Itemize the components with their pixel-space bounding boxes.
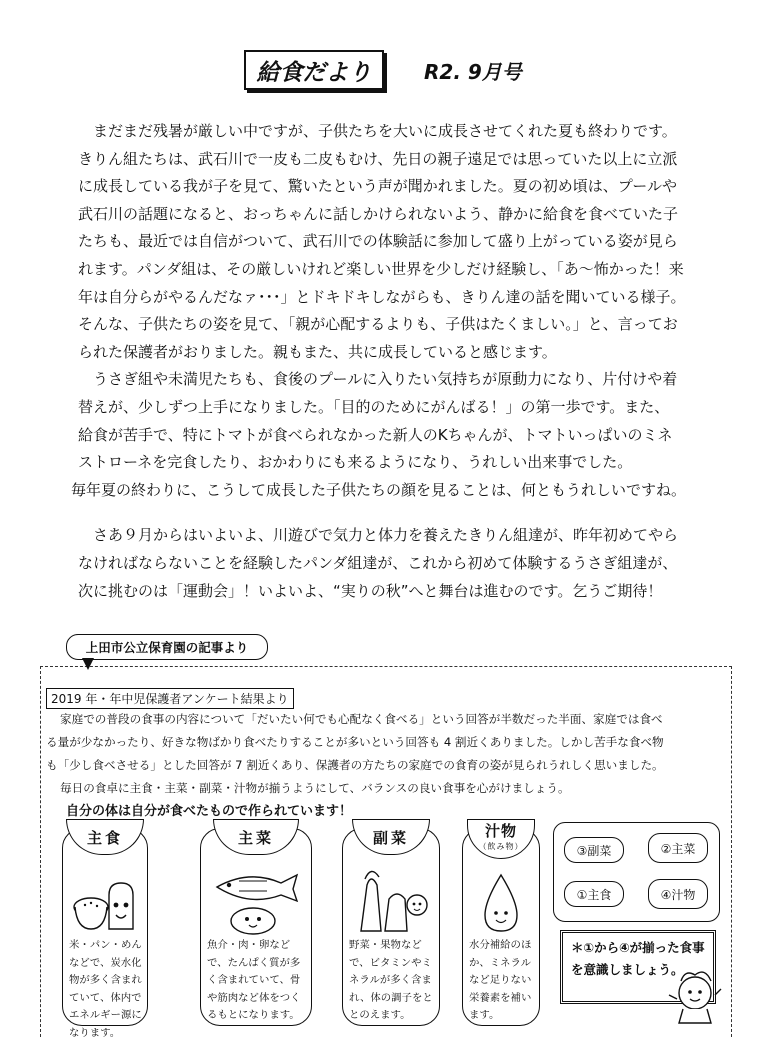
survey-line: 家庭での普段の食事の内容について「だいたい何でも心配なく食べる」という回答が半数だった半面、家庭では食べ	[60, 712, 663, 726]
article-line: うさぎ組や未満児たちも、食後のプールに入りたい気持ちが原動力になり、片付けや着	[93, 370, 678, 389]
main-article	[71, 118, 708, 605]
article-line: られた保護者がおりました。親もまた、共に成長していると感じます。	[78, 342, 557, 361]
survey-title: 2019 年・年中児保護者アンケート結果より	[46, 688, 294, 709]
article-line: さあ９月からはいよいよ、川遊びで気力と体力を養えたきりん組達が、昨年初めてやら	[93, 526, 679, 545]
issue-label: R2. 9月号	[424, 60, 522, 84]
mascot-illustration	[665, 965, 723, 1027]
callout-tail	[82, 658, 94, 670]
article-line: まだまだ残暑が厳しい中ですが、子供たちを大いに成長させてくれた夏も終わりです。	[93, 122, 677, 140]
card-label: 副菜	[352, 819, 430, 855]
card-label-sub: （飲み物）	[478, 842, 524, 851]
vegetable-illustration	[351, 865, 431, 939]
survey-line: も「少し食べさせる」とした回答が 7 割近くあり、保護者の方たちの家庭での食育の姿が見られうれしく思いました。	[46, 758, 664, 772]
water-drop-illustration	[471, 865, 531, 939]
card-description: 野菜・果物などで、ビタミンやミネラルが多く含まれ、体の調子をととのえます。	[349, 939, 433, 1021]
card-soup	[462, 822, 540, 1026]
survey-line: 毎日の食卓に主食・主菜・副菜・汁物が揃うようにして、バランスの良い食事を心がけましょう。	[60, 781, 570, 795]
card-description: 米・パン・めんなどで、炭水化物が多く含まれていて、体内でエネルギー源になります。	[69, 939, 142, 1039]
article-line: 替えが、少しずつ上手になりました。「目的のためにがんばる！」の第一歩です。また、	[78, 397, 670, 416]
card-label: 主菜	[213, 819, 299, 855]
article-line: そんな、子供たちの姿を見て、「親が心配するよりも、子供はたくましい。」と、言ってお	[78, 315, 678, 334]
meal-layout-diagram	[553, 822, 720, 922]
staple-cell: ①主食	[564, 881, 624, 907]
card-staple	[62, 828, 148, 1039]
side-dish-cell: ③副菜	[564, 837, 624, 863]
article-line: 武石川の話題になると、おっちゃんに話しかけられないよう、静かに給食を食べていた子	[78, 204, 679, 223]
article-line: 毎年夏の終わりに、こうして成長した子供たちの顔を見ることは、何ともうれしいですね。	[71, 480, 687, 499]
card-side-dish	[342, 828, 440, 1026]
rice-bread-illustration	[71, 865, 139, 939]
card-description: 魚介・肉・卵などで、たんぱく質が多く含まれていて、骨や筋肉など体をつくるもとになります。	[207, 939, 301, 1021]
card-label-text: 汁物	[484, 822, 517, 840]
survey-line: る量が少なかったり、好きな物ばかり食べたりすることが多いという回答も 4 割近くありました。しかし苦手な食べ物	[46, 735, 664, 749]
card-main-dish	[200, 828, 312, 1026]
card-label: 主食	[66, 819, 144, 855]
soup-cell: ④汁物	[648, 879, 708, 909]
article-line: 年は自分らがやるんだなァ･･･」とドキドキしながらも、きりん達の話を聞いている様子。	[78, 287, 686, 306]
article-line: たちも、最近では自信がついて、武石川での体験話に参加して盛り上がっている姿が見ら	[78, 232, 678, 251]
card-description: 水分補給のほか、ミネラルなど足りない栄養素を補います。	[469, 939, 532, 1021]
page-title: 給食だより	[244, 50, 384, 90]
advice-note: ＊①から④が揃った食事を意識しましょう。	[560, 930, 716, 1004]
article-line: に成長している我が子を見て、驚いたという声が聞かれました。夏の初め頃は、プールや	[78, 177, 677, 196]
article-line: なければならないことを経験したパンダ組達が、これから初めて体験するうさぎ組達が、	[78, 553, 678, 572]
card-label	[467, 819, 535, 859]
article-line: 次に挑むのは「運動会」！いよいよ、“実りの秋”へと舞台は進むのです。乞うご期待！	[78, 581, 663, 600]
article-line: れます。パンダ組は、その厳しいけれど楽しい世界を少しだけ経験し、「あ～怖かった！来	[78, 259, 684, 278]
source-callout: 上田市公立保育園の記事より	[66, 634, 268, 660]
slogan: 自分の体は自分が食べたもので作られています！	[66, 804, 353, 819]
main-dish-cell: ②主菜	[648, 833, 708, 863]
article-line: ストローネを完食したり、おかわりにも来るようになり、うれしい出来事でした。	[78, 453, 633, 472]
fish-meat-illustration	[209, 865, 303, 939]
article-line: 給食が苦手で、特にトマトが食べられなかった新人のKちゃんが、トマトいっぱいのミネ	[78, 425, 673, 444]
article-line: きりん組たちは、武石川で一皮も二皮もむけ、先日の親子遠足では思っていた以上に立派	[78, 149, 678, 168]
